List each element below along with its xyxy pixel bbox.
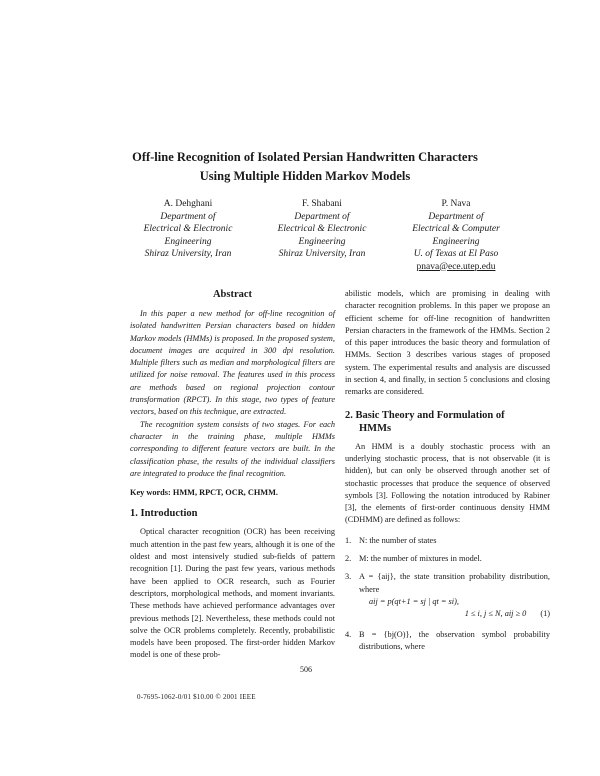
- equation-1-line-2: 1 ≤ i, j ≤ N, aij ≥ 0: [464, 609, 527, 619]
- author-name: A. Dehghani: [163, 199, 213, 209]
- author-affiliation: Shiraz University, Iran: [144, 249, 232, 259]
- section-2-heading: [345, 409, 550, 435]
- page-number: 506: [300, 665, 312, 674]
- equation-1-line-1: aij = p(qt+1 = sj | qt = si),: [369, 596, 459, 606]
- list-number: 4.: [345, 629, 352, 639]
- list-item: [345, 535, 550, 547]
- introduction-continued-paragraph: abilistic models, which are promising in dealing with character recognition problems. In this paper we propose an efficient scheme for off-line recognition of handwritten Persian characters in the framework of the HMMs. Section 2 of this paper introduces the basic theory and formulation of HMMs. Section 3 describes various stages of proposed system. The experimental results and analysis are discussed in section 4, and finally, in section 5 conclusions and closing remarks are considered.: [345, 289, 550, 397]
- author-affiliation: Electrical & Electronic: [143, 224, 233, 234]
- author-affiliation: Department of: [428, 211, 484, 222]
- list-item: [345, 629, 550, 654]
- equation-1: [345, 596, 550, 621]
- author-block-3: [376, 198, 536, 273]
- section-2-paragraph: An HMM is a doubly stochastic process with an underlying stochastic process, that is not observable (it is hidden), but can only be observed through another set of stochastic processes that produce the sequence of observed symbols [3]. Following the notation introduced by Rabiner [3], the elements of first-order continuous density HMM (CDHMM) are defined as follows:: [345, 441, 550, 525]
- list-item: [345, 571, 550, 596]
- list-item: [345, 553, 550, 565]
- section-2-heading-line-2: HMMs: [359, 422, 392, 434]
- author-name: P. Nava: [441, 199, 471, 209]
- right-column: [345, 288, 550, 653]
- paper-title-line-2: Using Multiple Hidden Markov Models: [199, 169, 411, 183]
- abstract-paragraph-2: The recognition system consists of two stages. For each character in the training phase, multiple HMMs corresponding to different feature vectors are built. In the classification phase, the results of the individual classifiers are integrated to produce the final recognition.: [130, 419, 335, 478]
- list-text: M: the number of mixtures in model.: [359, 554, 482, 564]
- author-affiliation: Engineering: [432, 236, 480, 247]
- author-email-link[interactable]: pnava@ece.utep.edu: [416, 261, 496, 272]
- paper-title-line-1: Off-line Recognition of Isolated Persian Handwritten Characters: [132, 150, 478, 164]
- copyright-footer: 0-7695-1062-0/01 $10.00 © 2001 IEEE: [137, 693, 256, 701]
- author-affiliation: Electrical & Electronic: [277, 224, 367, 234]
- abstract-heading: Abstract: [212, 289, 253, 300]
- list-number: 2.: [345, 554, 352, 564]
- author-affiliation: Department of: [294, 211, 350, 222]
- section-2-heading-line-1: 2. Basic Theory and Formulation of: [345, 409, 505, 421]
- list-text: N: the number of states: [359, 535, 437, 545]
- list-text: B = {bj(O)}, the observation symbol probability distributions, where: [359, 629, 550, 651]
- introduction-heading: 1. Introduction: [130, 508, 198, 520]
- author-affiliation: Engineering: [164, 236, 212, 247]
- list-number: 1.: [345, 535, 352, 545]
- abstract-paragraph-1: In this paper a new method for off-line recognition of isolated handwritten Persian characters based on hidden Markov models (HMMs) is proposed. In the proposed system, document images are acquired in 300 dpi resolution. Multiple filters such as median and morphological filters are utilized for noise removal. The features used in this process are methods based on regional projection contour transformation (RPCT). In this stage, two types of feature vectors, based on this technique, are extracted.: [130, 309, 335, 417]
- left-column: [130, 288, 335, 662]
- equation-1-number: (1): [540, 609, 550, 619]
- keywords: Key words: HMM, RPCT, OCR, CHMM.: [130, 488, 279, 498]
- author-affiliation: U. of Texas at El Paso: [413, 249, 499, 259]
- author-affiliation: Electrical & Computer: [412, 224, 500, 234]
- author-affiliation: Engineering: [298, 236, 346, 247]
- introduction-paragraph: Optical character recognition (OCR) has been receiving much attention in the past few years, although it is one of the oldest and most intensively studied sub-fields of pattern recognition [1]. During the past few years, various methods have been applied to OCR research, such as Fourier descriptors, morphological methods, and moment invariants. These methods have achieved performance advantages over previous methods [2]. Nevertheless, these methods could not solve the OCR problems completely. Recently, probabilistic models have been proposed. The first-order hidden Markov model is one of these prob-: [130, 527, 335, 660]
- author-name: F. Shabani: [302, 199, 342, 209]
- list-number: 3.: [345, 572, 352, 582]
- author-affiliation: Shiraz University, Iran: [278, 249, 366, 259]
- author-affiliation: Department of: [160, 211, 216, 222]
- list-text: A = {aij}, the state transition probability distribution, where: [359, 572, 550, 594]
